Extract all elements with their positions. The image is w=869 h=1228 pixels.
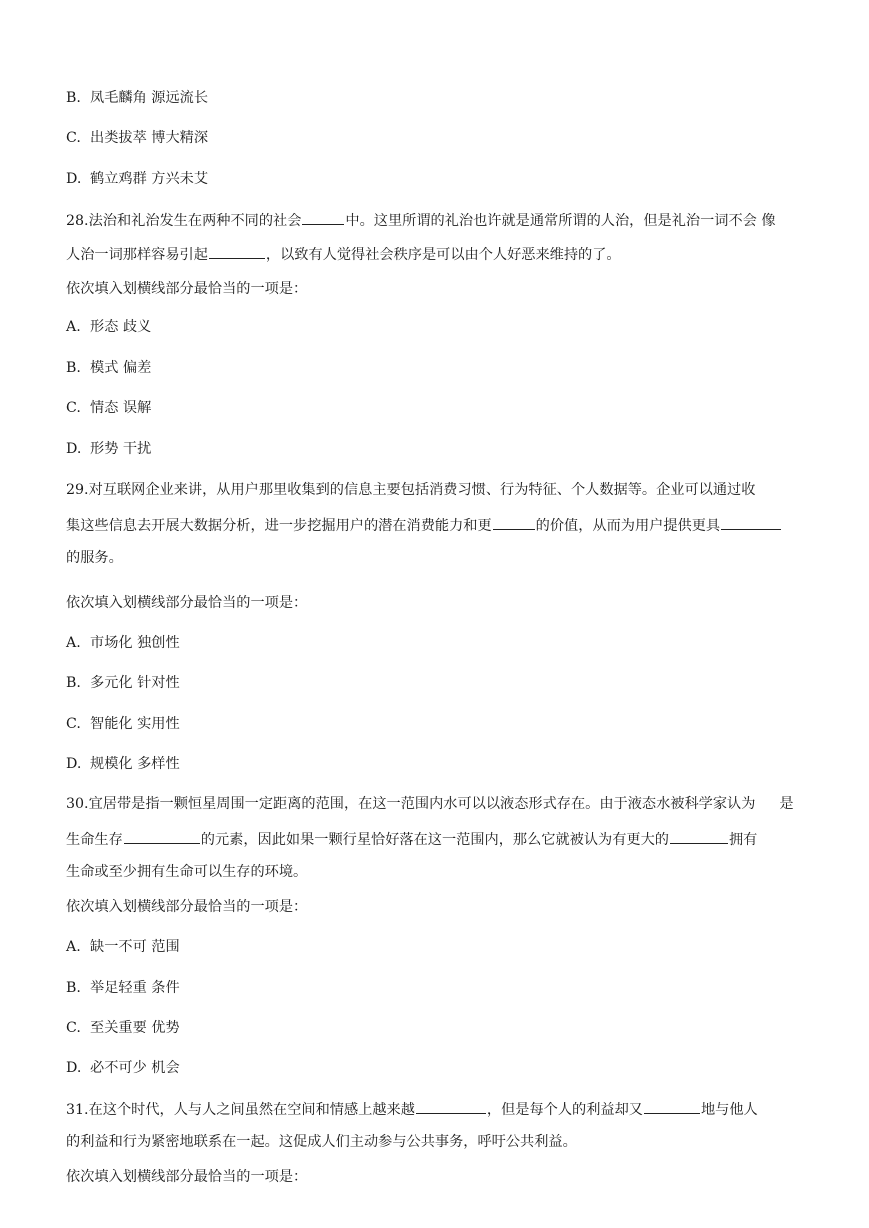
option-text: 情态 误解	[90, 400, 152, 416]
q30-option-d	[66, 1059, 180, 1077]
stem-text: ，但是每个人的利益却又	[486, 1102, 643, 1118]
q28-option-d	[66, 440, 151, 458]
q30-stem-line2	[66, 829, 757, 849]
option-letter: C.	[66, 400, 81, 416]
option-letter: A.	[66, 939, 81, 955]
option-text: 形态 歧义	[90, 319, 152, 335]
q29-stem-line1	[66, 481, 755, 499]
option-letter: C.	[66, 716, 81, 732]
stem-text: 的价值，从而为用户提供更具	[535, 518, 721, 534]
option-letter: B.	[66, 675, 81, 691]
stem-text: 集这些信息去开展大数据分析，进一步挖掘用户的潜在消费能力和更	[66, 518, 492, 534]
q28-option-c	[66, 399, 151, 417]
answer-blank	[493, 515, 535, 530]
q29-prompt: 依次填入划横线部分最恰当的一项是：	[66, 595, 308, 611]
option-text: 缺一不可 范围	[90, 939, 180, 955]
option-text: 凤毛麟角 源远流长	[90, 90, 209, 106]
q27-option-d	[66, 170, 208, 188]
question-number: 31.	[66, 1102, 89, 1118]
question-number: 28.	[66, 213, 89, 229]
option-text: 必不可少 机会	[90, 1060, 180, 1076]
answer-blank	[644, 1099, 700, 1114]
option-text: 举足轻重 条件	[90, 980, 180, 996]
stem-text: 是	[779, 796, 794, 812]
stem-text: 对互联网企业来讲，从用户那里收集到的信息主要包括消费习惯、行为特征、个人数据等。企业可以通过收	[88, 482, 756, 498]
option-text: 多元化 针对性	[90, 675, 180, 691]
option-text: 规模化 多样性	[90, 756, 180, 772]
stem-text: 拥有	[728, 832, 758, 848]
option-letter: D.	[66, 756, 82, 772]
q30-option-c	[66, 1019, 180, 1037]
q28-prompt: 依次填入划横线部分最恰当的一项是：	[66, 281, 308, 297]
option-text: 市场化 独创性	[90, 635, 180, 651]
q31-stem-line1	[66, 1099, 758, 1119]
q28-stem-line2	[66, 244, 621, 264]
option-letter: D.	[66, 1060, 82, 1076]
q29-option-c	[66, 715, 180, 733]
stem-text: 法治和礼治发生在两种不同的社会	[88, 213, 302, 229]
q30-option-b	[66, 979, 180, 997]
stem-text: 宜居带是指一颗恒星周围一定距离的范围，在这一范围内水可以以液态形式存在。由于液态水被科学家认为	[88, 796, 756, 812]
option-letter: B.	[66, 360, 81, 376]
q29-option-d	[66, 755, 180, 773]
option-letter: C.	[66, 1020, 81, 1036]
option-text: 智能化 实用性	[90, 716, 180, 732]
option-text: 形势 干扰	[90, 441, 152, 457]
q28-option-b	[66, 359, 151, 377]
stem-text: 中。这里所谓的礼治也许就是通常所谓的人治，但是礼治一词不会 像	[345, 213, 776, 229]
question-number: 29.	[66, 482, 89, 498]
option-letter: D.	[66, 441, 82, 457]
answer-blank	[302, 210, 344, 225]
q29-option-a	[66, 634, 180, 652]
option-letter: A.	[66, 635, 81, 651]
stem-text: 在这个时代，人与人之间虽然在空间和情感上越来越	[88, 1102, 415, 1118]
q30-prompt: 依次填入划横线部分最恰当的一项是：	[66, 899, 308, 915]
q29-stem-line2	[66, 515, 782, 535]
option-text: 鹤立鸡群 方兴未艾	[90, 171, 209, 187]
q29-option-b	[66, 674, 180, 692]
option-letter: A.	[66, 319, 81, 335]
q27-option-b	[66, 89, 208, 107]
q31-stem-line2: 的利益和行为紧密地联系在一起。这促成人们主动参与公共事务，呼吁公共利益。	[66, 1134, 577, 1150]
option-letter: B.	[66, 90, 81, 106]
q28-stem-line1	[66, 210, 776, 230]
answer-blank	[670, 829, 728, 844]
question-number: 30.	[66, 796, 89, 812]
answer-blank	[124, 829, 200, 844]
q29-stem-line3: 的服务。	[66, 550, 123, 566]
option-letter: D.	[66, 171, 82, 187]
q28-option-a	[66, 318, 151, 336]
stem-text: 地与他人	[700, 1102, 758, 1118]
q31-prompt: 依次填入划横线部分最恰当的一项是：	[66, 1169, 308, 1185]
option-text: 出类拔萃 博大精深	[90, 130, 209, 146]
answer-blank	[416, 1099, 486, 1114]
option-letter: B.	[66, 980, 81, 996]
stem-text: ，以致有人觉得社会秩序是可以由个人好恶来维持的了。	[265, 247, 621, 263]
q30-stem-line3: 生命或至少拥有生命可以生存的环境。	[66, 864, 308, 880]
q30-stem-line1	[66, 795, 794, 813]
stem-text: 生命生存	[66, 832, 123, 848]
answer-blank	[209, 244, 265, 259]
option-text: 至关重要 优势	[90, 1020, 180, 1036]
option-letter: C.	[66, 130, 81, 146]
answer-blank	[721, 515, 781, 530]
option-text: 模式 偏差	[90, 360, 152, 376]
q30-option-a	[66, 938, 180, 956]
stem-text: 的元素，因此如果一颗行星恰好落在这一范围内，那么它就被认为有更大的	[200, 832, 669, 848]
stem-text: 人治一词那样容易引起	[66, 247, 208, 263]
q27-option-c	[66, 129, 208, 147]
